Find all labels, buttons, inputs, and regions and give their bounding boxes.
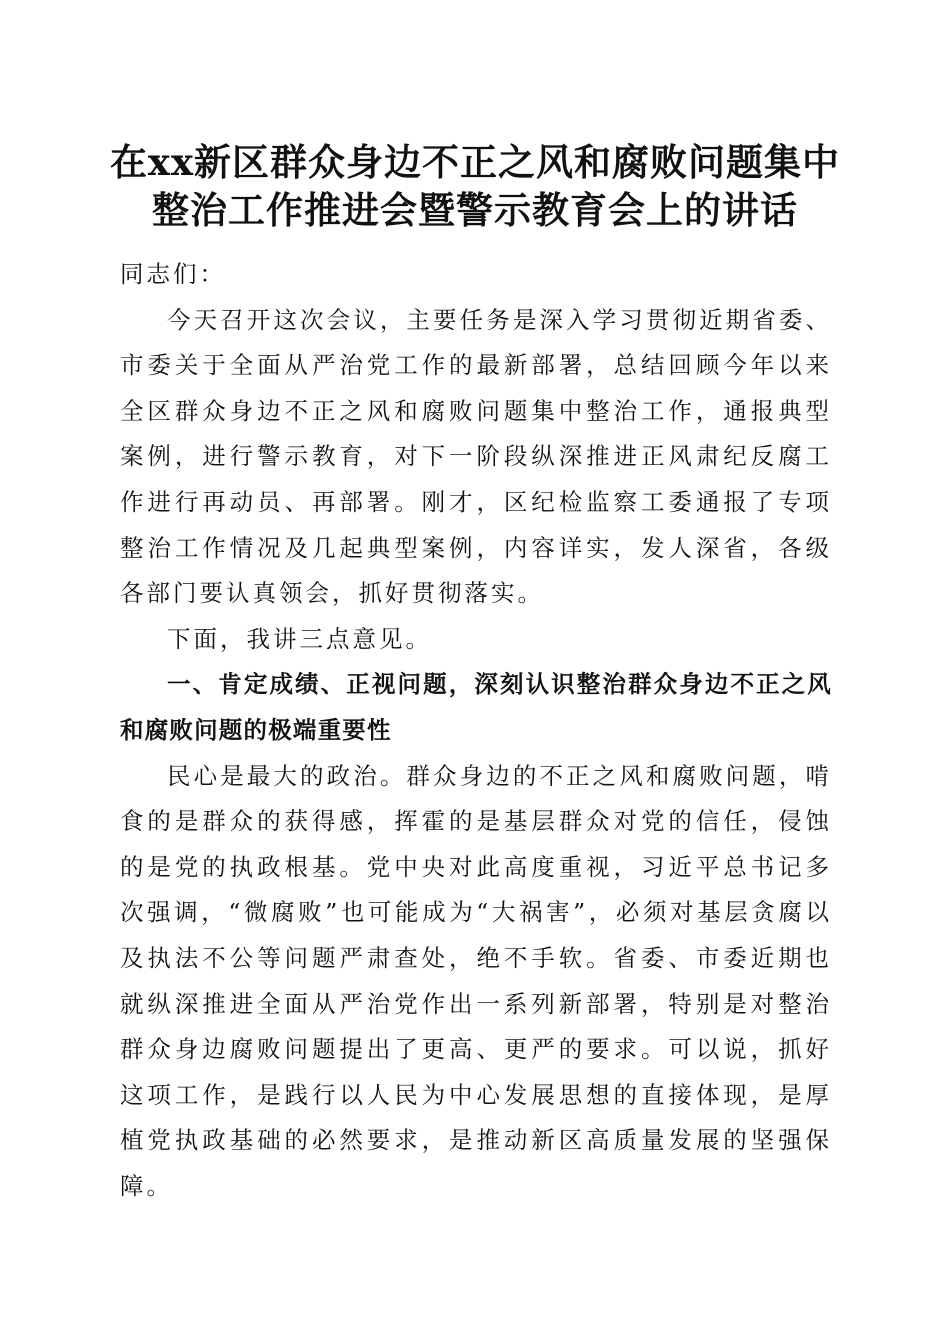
document-body	[120, 252, 832, 1209]
title-line-2: 整治工作推进会暨警示教育会上的讲话	[152, 188, 798, 232]
document-title	[100, 138, 850, 234]
salutation: 同志们：	[120, 260, 226, 288]
section-heading-1: 一、肯定成绩、正视问题，深刻认识整治群众身边不正之风和腐败问题的极端重要性	[120, 670, 832, 744]
paragraph-section-1: 民心是最大的政治。群众身边的不正之风和腐败问题，啃食的是群众的获得感，挥霍的是基层群众对党的信任，侵蚀的是党的执政根基。党中央对此高度重视，习近平总书记多次强调，“微腐败”也可能成为“大祸害”，必须对基层贪腐以及执法不公等问题严肃查处，绝不手软。省委、市委近期也就纵深推进全面从严治党作出一系列新部署，特别是对整治群众身边腐败问题提出了更高、更严的要求。可以说，抓好这项工作，是践行以人民为中心发展思想的直接体现，是厚植党执政基础的必然要求，是推动新区高质量发展的坚强保障。	[120, 761, 832, 1200]
paragraph-opening: 今天召开这次会议，主要任务是深入学习贯彻近期省委、市委关于全面从严治党工作的最新部署，总结回顾今年以来全区群众身边不正之风和腐败问题集中整治工作，通报典型案例，进行警示教育，对下一阶段纵深推进正风肃纪反腐工作进行再动员、再部署。刚才，区纪检监察工委通报了专项整治工作情况及几起典型案例，内容详实，发人深省，各级各部门要认真领会，抓好贯彻落实。	[120, 305, 832, 608]
paragraph-outline: 下面，我讲三点意见。	[167, 624, 432, 653]
title-line-1: 在xx新区群众身边不正之风和腐败问题集中	[109, 140, 841, 184]
